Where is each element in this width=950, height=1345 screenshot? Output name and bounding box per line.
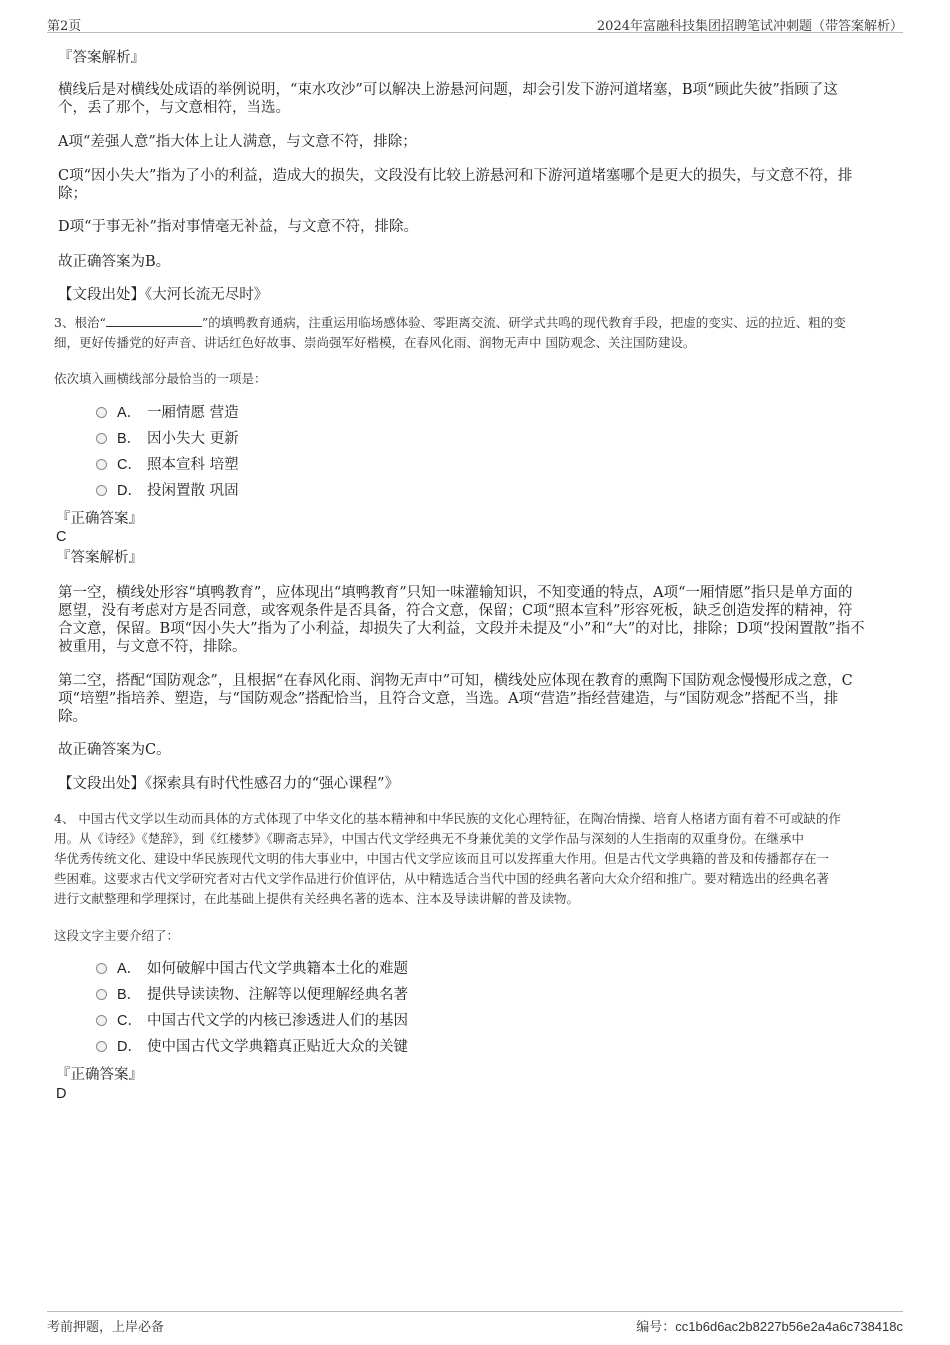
q4-prompt: 这段文字主要介绍了： bbox=[54, 928, 180, 943]
q2-analysis-paragraph-1 bbox=[58, 81, 894, 117]
text-line: 除。 bbox=[58, 709, 87, 725]
radio-icon[interactable] bbox=[96, 407, 107, 418]
text-line: 第二空，搭配“国防观念”，且根据“在春风化雨、润物无声中”可知，横线处应体现在教育的熏陶下国防观念慢慢形成之意，C bbox=[58, 673, 853, 689]
radio-icon[interactable] bbox=[96, 963, 107, 974]
option-key: C． bbox=[117, 1013, 142, 1029]
q3-stem-prefix: 3、根治“ bbox=[54, 315, 106, 330]
option-key: D． bbox=[117, 483, 142, 499]
q2-analysis-paragraph-4: D项“于事无补”指对事情毫无补益，与文意不符，排除。 bbox=[58, 219, 418, 235]
q4-option-b[interactable] bbox=[96, 986, 408, 1004]
text-line: 第一空，横线处形容“填鸭教育”，应体现出“填鸭教育”只知一味灌输知识，不知变通的特点，A项“一厢情愿”指只是单方面的 bbox=[58, 585, 853, 601]
option-key: B． bbox=[117, 987, 142, 1003]
option-text: 使中国古代文学典籍真正贴近大众的关键 bbox=[147, 1039, 408, 1055]
option-key: C． bbox=[117, 457, 142, 473]
option-text: 因小失大 更新 bbox=[147, 431, 239, 447]
radio-icon[interactable] bbox=[96, 433, 107, 444]
q4-option-d[interactable] bbox=[96, 1038, 408, 1056]
text-line: 用。从《诗经》《楚辞》，到《红楼梦》《聊斋志异》，中国古代文学经典无不身兼优美的文学作品与深刻的人生指南的双重身份。在继承中 bbox=[54, 831, 805, 846]
q2-source: 【文段出处】《大河长流无尽时》 bbox=[58, 287, 269, 303]
q4-correct-label: 『正确答案』 bbox=[56, 1067, 143, 1083]
document-title: 2024年富融科技集团招聘笔试冲刺题（带答案解析） bbox=[596, 19, 903, 34]
q3-stem-rest: ”的填鸭教育通病，注重运用临场感体验、零距离交流、研学式共鸣的现代教育手段，把虚的变实、远的拉近、粗的变 bbox=[201, 315, 846, 330]
option-text: 投闲置散 巩固 bbox=[147, 483, 239, 499]
radio-icon[interactable] bbox=[96, 1041, 107, 1052]
radio-icon[interactable] bbox=[96, 989, 107, 1000]
text-line: 愿望，没有考虑对方是否同意，或客观条件是否具备，符合文意，保留；C项“照本宣科”形容死板，缺乏创造发挥的精神，符 bbox=[58, 603, 853, 619]
text-line: 除； bbox=[58, 186, 87, 202]
footer-slogan: 考前押题，上岸必备 bbox=[47, 1320, 165, 1335]
text-line: 被重用，与文意不符，排除。 bbox=[58, 639, 247, 655]
text-line: 些困难。这要求古代文学研究者对古代文学作品进行价值评估，从中精选适合当代中国的经典名著向大众介绍和推广。要对精选出的经典名著 bbox=[54, 871, 830, 886]
q3-source: 【文段出处】《探索具有时代性感召力的“强心课程”》 bbox=[58, 776, 400, 792]
radio-icon[interactable] bbox=[96, 1015, 107, 1026]
text-line: 进行文献整理和学理探讨，在此基础上提供有关经典名著的选本、注本及导读讲解的普及读物。 bbox=[54, 891, 580, 906]
page-header bbox=[47, 15, 903, 33]
q2-conclusion: 故正确答案为B。 bbox=[58, 254, 171, 270]
option-text: 中国古代文学的内核已渗透进人们的基因 bbox=[147, 1013, 408, 1029]
q3-prompt: 依次填入画横线部分最恰当的一项是： bbox=[54, 371, 267, 386]
q4-stem bbox=[54, 809, 900, 909]
text-line: 项“培塑”指培养、塑造，与“国防观念”搭配恰当，且符合文意，当选。A项“营造”指经营建造，与“国防观念”搭配不当，排 bbox=[58, 691, 839, 707]
option-text: 一厢情愿 营造 bbox=[147, 405, 239, 421]
text-line bbox=[54, 313, 900, 333]
q3-correct-label: 『正确答案』 bbox=[56, 511, 143, 527]
option-key: B． bbox=[117, 431, 142, 447]
text-line: 华优秀传统文化、建设中华民族现代文明的伟大事业中，中国古代文学应该而且可以发挥重大作用。但是古代文学典籍的普及和传播都存在一 bbox=[54, 851, 830, 866]
q3-analysis-paragraph-1 bbox=[58, 584, 894, 656]
option-text: 如何破解中国古代文学典籍本土化的难题 bbox=[147, 961, 408, 977]
text-line: C项“因小失大”指为了小的利益，造成大的损失，文段没有比较上游悬河和下游河道堵塞哪个是更大的损失，与文意不符，排 bbox=[58, 168, 853, 184]
text-line: 4、 中国古代文学以生动而具体的方式体现了中华文化的基本精神和中华民族的文化心理特征，在陶冶情操、培育人格诸方面有着不可或缺的作 bbox=[54, 811, 841, 826]
code-label: 编号： bbox=[636, 1320, 676, 1335]
q3-analysis-paragraph-2 bbox=[58, 672, 894, 726]
q3-option-d[interactable] bbox=[96, 482, 239, 500]
q4-option-c[interactable] bbox=[96, 1012, 408, 1030]
option-key: D． bbox=[117, 1039, 142, 1055]
radio-icon[interactable] bbox=[96, 485, 107, 496]
q3-conclusion: 故正确答案为C。 bbox=[58, 742, 171, 758]
q4-option-a[interactable] bbox=[96, 960, 408, 978]
text-line: 横线后是对横线处成语的举例说明，“束水攻沙”可以解决上游悬河问题，却会引发下游河道堵塞，B项“顾此失彼”指顾了这 bbox=[58, 82, 838, 98]
q3-option-c[interactable] bbox=[96, 456, 239, 474]
q3-option-a[interactable] bbox=[96, 404, 239, 422]
fill-blank bbox=[106, 314, 202, 327]
q3-stem bbox=[54, 313, 900, 353]
q2-analysis-paragraph-2: A项“差强人意”指大体上让人满意，与文意不符，排除； bbox=[58, 134, 417, 150]
text-line: 合文意，保留。B项“因小失大”指为了小利益，却损失了大利益，文段并未提及“小”和“大”的对比，排除；D项“投闲置散”指不 bbox=[58, 621, 865, 637]
q3-option-b[interactable] bbox=[96, 430, 239, 448]
option-text: 照本宣科 培塑 bbox=[147, 457, 239, 473]
page-number: 第2页 bbox=[47, 19, 82, 34]
page-footer bbox=[47, 1311, 903, 1334]
document-code bbox=[636, 1316, 903, 1335]
option-key: A． bbox=[117, 405, 142, 421]
option-text: 提供导读读物、注解等以便理解经典名著 bbox=[147, 987, 408, 1003]
radio-icon[interactable] bbox=[96, 459, 107, 470]
q3-correct-answer: C bbox=[56, 529, 67, 545]
text-line: 个，丢了那个，与文意相符，当选。 bbox=[58, 100, 290, 116]
code-value: cc1b6d6ac2b8227b56e2a4a6c738418c bbox=[675, 1319, 903, 1334]
option-key: A． bbox=[117, 961, 142, 977]
q2-analysis-paragraph-3 bbox=[58, 167, 894, 203]
q2-analysis-label: 『答案解析』 bbox=[58, 50, 145, 66]
q4-correct-answer: D bbox=[56, 1086, 67, 1102]
text-line: 细，更好传播党的好声音、讲话红色好故事、崇尚强军好楷模，在春风化雨、润物无声中 国防观念、关注国防建设。 bbox=[54, 335, 696, 350]
q3-analysis-label: 『答案解析』 bbox=[56, 550, 143, 566]
